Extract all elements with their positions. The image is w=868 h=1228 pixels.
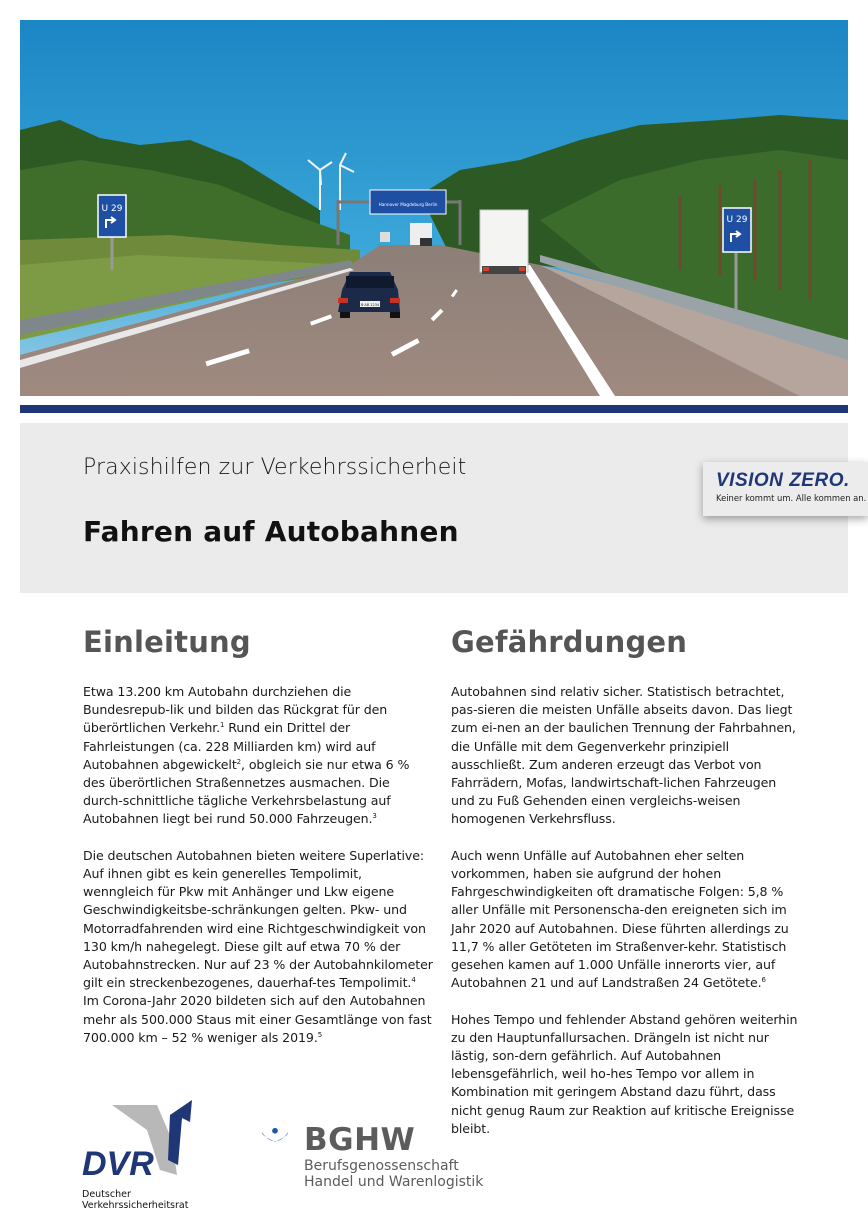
intro-paragraph-2: Die deutschen Autobahnen bieten weitere Superlative: Auf ihnen gibt es kein generelles Tempolimit, wenngleich für Pkw mit Anhänger und Lkw eigene Geschwindigkeitsbe-schränkungen gelten. Pkw- und Motorradfahrenden wird eine Richtgeschwindigkeit von 130 km/h nahegelegt. Diese gilt auf etwa 70 % der Autobahnstrecken. Nur auf 23 % der Autobahnkilometer gilt ein streckenbezogenes, dauerhaf-tes Tempolimit.$^4$ Im Corona-Jahr 2020 bildeten sich auf den Autobahnen mehr als 500.000 Staus mit einer Gesamtlänge von fast 700.000 km – 52 % weniger als 2019.$^5$ [83,847,433,1045]
header-rule [20,405,848,413]
vision-zero-wordmark: VISION ZERO. [716,470,850,491]
footnote-ref[interactable]: 4 [411,976,416,985]
intro-section [83,625,433,1065]
vision-zero-logo [703,462,868,516]
svg-text:B·AB 1234: B·AB 1234 [360,303,380,307]
hazards-paragraph-1: Autobahnen sind relativ sicher. Statistisch betrachtet, pas-sieren die meisten Unfälle abseits davon. Das liegt zum ei-nen an der baulichen Trennung der Fahrbahnen, die Unfälle mit dem Gegenverkehr prinzipiell ausschließt. Zum anderen erzeugt das Verbot von Fahrrädern, Mofas, landwirtschaft-lichen Fahrzeugen und zu Fuß Gehenden einen vergleichs-weisen homogenen Verkehrsfluss. [451,684,796,827]
series-subtitle: Praxishilfen zur Verkehrssicherheit [83,455,467,480]
hazards-section [451,625,801,1156]
bghw-logo [245,1117,305,1157]
footnote-ref[interactable]: 2 [236,757,242,766]
hazards-paragraph-2: Auch wenn Unfälle auf Autobahnen eher selten vorkommen, haben sie aufgrund der hohen Fahrgeschwindigkeiten oft dramatische Folgen: 5,8 % aller Unfälle mit Personenscha-den ereigneten sich im Jahr 2020 auf Autobahnen. Diese führten allerdings zu 11,7 % aller Getöteten im Straßenver-kehr. Statistisch gesehen kamen auf 1.000 Unfälle innerorts vier, auf Autobahnen 21 und auf Landstraßen 24 Getötete.$^6$ [451,847,789,991]
intro-heading: Einleitung [83,625,251,659]
page-title: Fahren auf Autobahnen [83,515,459,548]
bghw-name: BGHW [304,1122,416,1158]
svg-text:DVR: DVR [82,1145,154,1183]
svg-text:U 29: U 29 [726,215,748,225]
hazards-paragraph-3: Hohes Tempo und fehlender Abstand gehören weiterhin zu den Hauptunfallursachen. Drängeln ist nicht nur lästig, son-dern gefährlich. Auf Autobahnen lebensgefährlich, weil ho-hes Tempo vor allem in Kombination mit geringem Abstand dazu führt, dass nicht genug Raum zur Reaktion auf kritische Ereignisse bleibt. [451,1011,798,1136]
vision-zero-tagline: Keiner kommt um. Alle kommen an. [716,493,867,503]
footnote-ref[interactable]: 1 [220,721,225,730]
svg-text:Hannover Magdeburg Berlin: Hannover Magdeburg Berlin [378,202,438,207]
bghw-subtitle: Berufsgenossenschaft Handel und Warenlogistik [304,1158,484,1190]
hero-photo [20,20,848,396]
hazards-heading: Gefährdungen [451,625,688,659]
footnote-ref[interactable]: 5 [317,1030,323,1039]
svg-text:U 29: U 29 [101,204,123,214]
footnote-ref[interactable]: 3 [372,812,377,821]
dvr-caption: Deutscher Verkehrssicherheitsrat [82,1189,189,1211]
footnote-ref[interactable]: 6 [761,976,766,985]
intro-paragraph-1: Etwa 13.200 km Autobahn durchziehen die Bundesrepub-lik und bilden das Rückgrat für den überörtlichen Verkehr.$^1$ Rund ein Drittel der Fahrleistungen (ca. 228 Milliarden km) wird auf Autobahnen abgewickelt$^2$, obgleich sie nur etwa 6 % des überörtlichen Straßennetzes ausmachen. Die durch-schnittliche tägliche Verkehrsbelastung auf Autobahnen liegt bei rund 50.000 Fahrzeugen.$^3$ [83,684,410,827]
